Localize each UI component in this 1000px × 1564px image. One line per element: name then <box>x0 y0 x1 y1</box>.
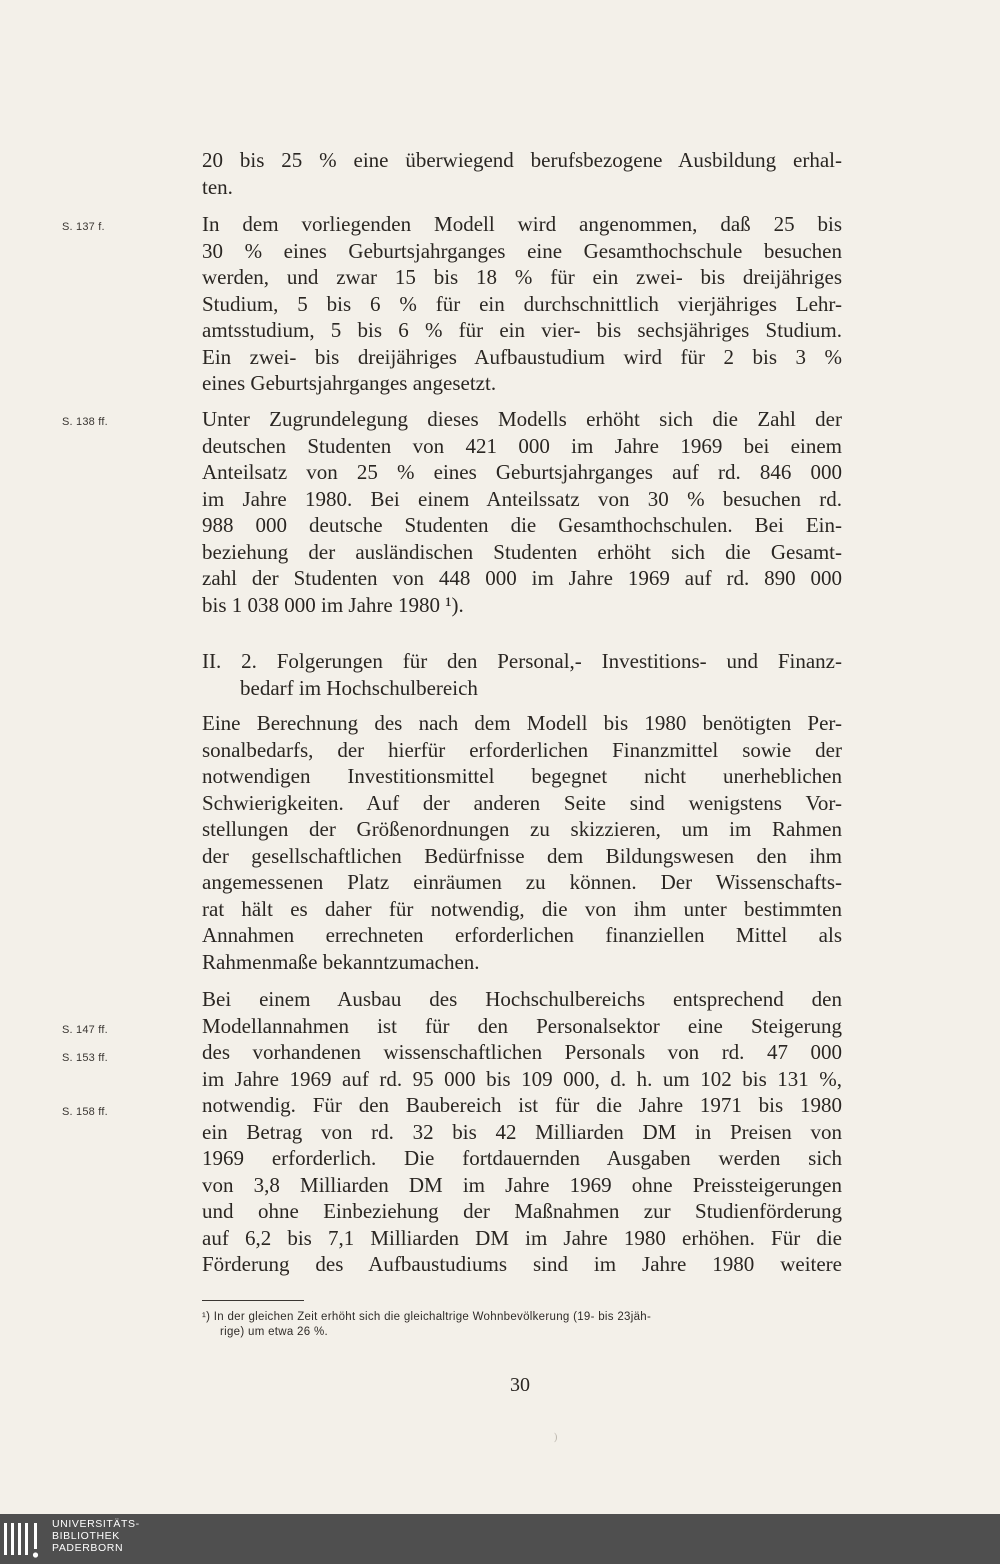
text-line: zahl der Studenten von 448 000 im Jahre 1969 auf rd. 890 000 <box>202 566 842 590</box>
paragraph-model <box>202 211 842 397</box>
text-line: Schwierigkeiten. Auf der anderen Seite sind wenigstens Vor- <box>202 790 842 815</box>
text-line: angemessenen Platz einräumen zu können. Der Wissenschafts- <box>202 870 842 894</box>
text-line: ein Betrag von rd. 32 bis 42 Milliarden DM in Preisen von <box>202 1119 842 1144</box>
text-line: notwendigen Investitionsmittel begegnet nicht unerheblichen <box>202 764 842 788</box>
text-line: und ohne Einbeziehung der Maßnahmen zur Studienförderung <box>202 1199 842 1223</box>
text-line: von 3,8 Milliarden DM im Jahre 1969 ohne Preissteigerungen <box>202 1172 842 1197</box>
text-line: 988 000 deutsche Studenten die Gesamthochschulen. Bei Ein- <box>202 513 842 537</box>
paragraph-requirements <box>202 710 842 975</box>
text-line: In dem vorliegenden Modell wird angenommen, daß 25 bis <box>202 212 842 236</box>
text-line: stellungen der Größenordnungen zu skizzieren, um im Rahmen <box>202 817 842 841</box>
text-line: Eine Berechnung des nach dem Modell bis 1980 benötigten Per- <box>202 711 842 735</box>
section-heading <box>202 648 842 701</box>
footnote-line: rige) um etwa 26 %. <box>220 1326 328 1338</box>
library-name-line: BIBLIOTHEK <box>52 1530 120 1542</box>
library-name-line: PADERBORN <box>52 1542 124 1554</box>
heading-line: II. 2. Folgerungen für den Personal,- Investitions- und Finanz- <box>202 649 842 673</box>
text-line: Studium, 5 bis 6 % für ein durchschnittlich vierjähriges Lehr- <box>202 291 842 316</box>
library-name-line: UNIVERSITÄTS- <box>52 1518 140 1530</box>
page-number: 30 <box>510 1374 530 1396</box>
text-line: Förderung des Aufbaustudiums sind im Jahre 1980 weitere <box>202 1252 842 1276</box>
paragraph-students <box>202 406 842 618</box>
text-line: ten. <box>202 174 233 199</box>
text-line: 20 bis 25 % eine überwiegend berufsbezogene Ausbildung erhal- <box>202 148 842 172</box>
text-line: notwendig. Für den Baubereich ist für die Jahre 1971 bis 1980 <box>202 1093 842 1117</box>
text-line: Modellannahmen ist für den Personalsektor eine Steigerung <box>202 1013 842 1038</box>
library-footer-bar <box>0 1514 1000 1564</box>
text-line: sonalbedarfs, der hierfür erforderlichen Finanzmittel sowie der <box>202 737 842 762</box>
footnote-divider <box>202 1300 304 1301</box>
text-line: deutschen Studenten von 421 000 im Jahre 1969 bei einem <box>202 433 842 458</box>
text-line: beziehung der ausländischen Studenten erhöht sich die Gesamt- <box>202 539 842 564</box>
text-line: werden, und zwar 15 bis 18 % für ein zwei- bis dreijähriges <box>202 265 842 289</box>
margin-note-reference: S. 147 ff. <box>62 1024 108 1036</box>
text-line: Ein zwei- bis dreijähriges Aufbaustudium wird für 2 bis 3 % <box>202 344 842 369</box>
margin-note-reference: S. 138 ff. <box>62 416 108 428</box>
text-line: rat hält es daher für notwendig, die von ihm unter bestimmten <box>202 896 842 921</box>
library-name <box>52 1518 140 1554</box>
text-line: des vorhandenen wissenschaftlichen Personals von rd. 47 000 <box>202 1040 842 1064</box>
footnote-line: ¹) In der gleichen Zeit erhöht sich die gleichaltrige Wohnbevölkerung (19- bis 23jäh- <box>202 1311 652 1323</box>
heading-line: bedarf im Hochschulbereich <box>240 675 478 700</box>
text-line: eines Geburtsjahrganges angesetzt. <box>202 371 497 395</box>
text-line: 30 % eines Geburtsjahrganges eine Gesamthochschule besuchen <box>202 238 842 263</box>
margin-note-reference: S. 158 ff. <box>62 1106 108 1118</box>
margin-note-reference: S. 153 ff. <box>62 1052 108 1064</box>
text-line: Bei einem Ausbau des Hochschulbereichs entsprechend den <box>202 987 842 1011</box>
margin-note-reference: S. 137 f. <box>62 221 105 233</box>
scan-mark: ) <box>554 1432 558 1443</box>
text-line: bis 1 038 000 im Jahre 1980 ¹). <box>202 592 464 617</box>
text-line: Unter Zugrundelegung dieses Modells erhöht sich die Zahl der <box>202 407 842 431</box>
text-line: 1969 erforderlich. Die fortdauernden Ausgaben werden sich <box>202 1146 842 1170</box>
text-line: im Jahre 1969 auf rd. 95 000 bis 109 000, d. h. um 102 bis 131 %, <box>202 1066 842 1091</box>
footnote <box>202 1310 842 1340</box>
text-line: Rahmenmaße bekanntzumachen. <box>202 949 480 974</box>
text-line: amtsstudium, 5 bis 6 % für ein vier- bis sechsjähriges Studium. <box>202 318 842 342</box>
text-line: der gesellschaftlichen Bedürfnisse dem Bildungswesen den ihm <box>202 843 842 868</box>
paragraph-expansion <box>202 986 842 1278</box>
text-line: Anteilsatz von 25 % eines Geburtsjahrganges auf rd. 846 000 <box>202 460 842 484</box>
text-line: im Jahre 1980. Bei einem Anteilssatz von 30 % besuchen rd. <box>202 486 842 511</box>
text-line: auf 6,2 bis 7,1 Milliarden DM im Jahre 1980 erhöhen. Für die <box>202 1225 842 1250</box>
text-line: Annahmen errechneten erforderlichen finanziellen Mittel als <box>202 923 842 947</box>
library-logo-icon <box>2 1519 46 1561</box>
paragraph-continuation <box>202 147 842 200</box>
